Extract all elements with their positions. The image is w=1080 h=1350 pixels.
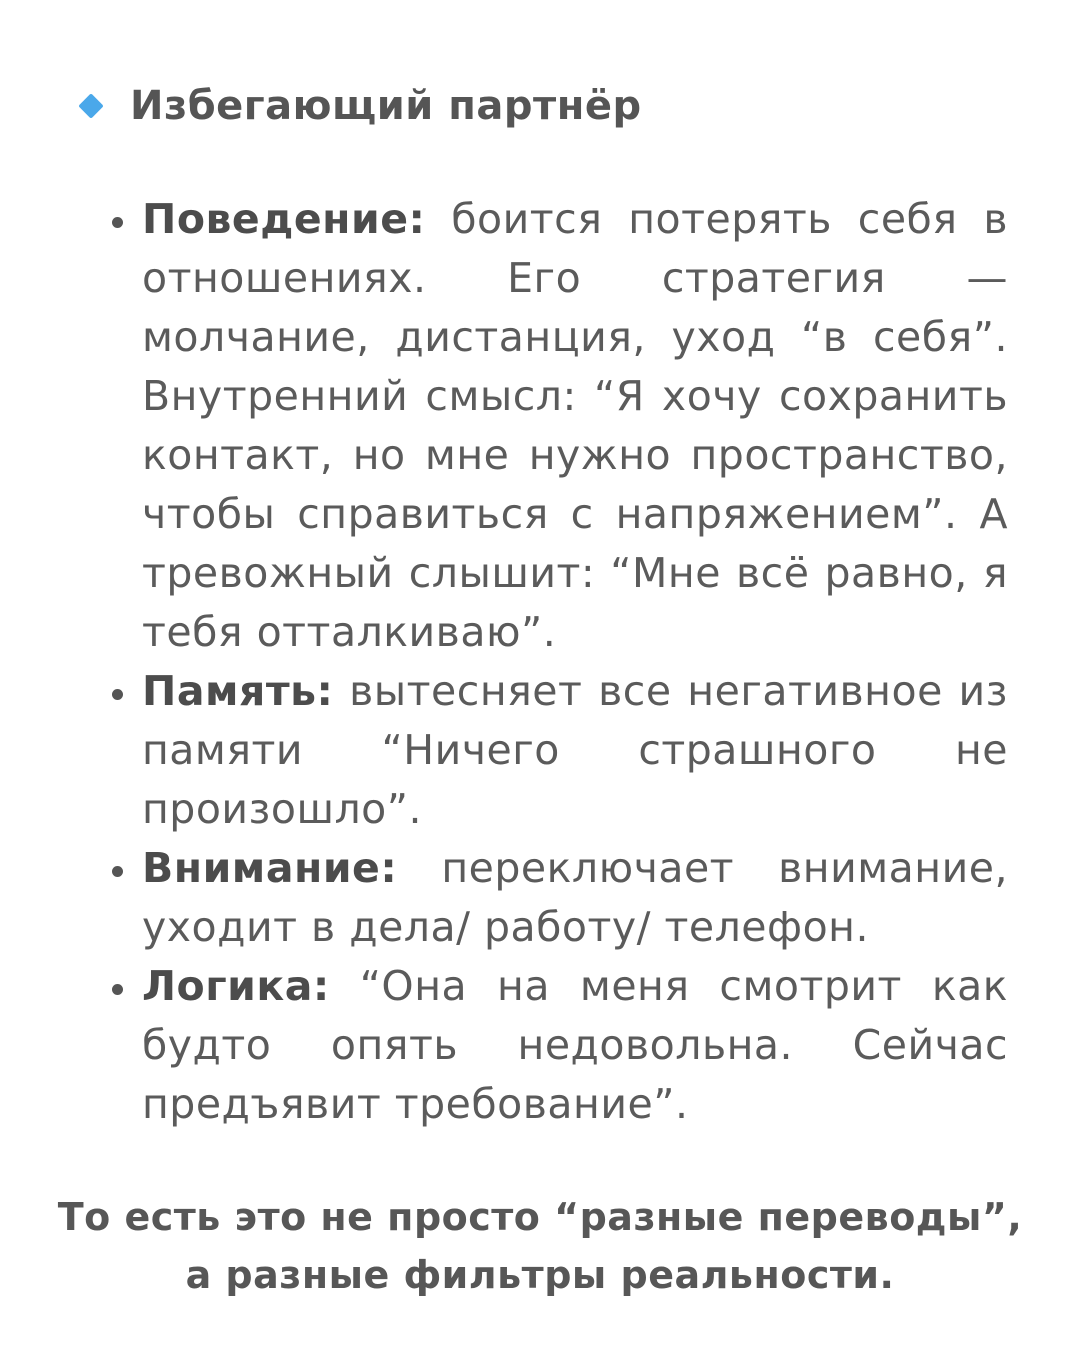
bullet-text: “Она на меня смотрит как будто опять недовольна. Сейчас предъявит требование”. (142, 962, 1008, 1128)
conclusion-line-1: То есть это не просто “разные переводы”, (57, 1195, 1023, 1239)
bullet-attention (112, 839, 1008, 957)
bullet-dot-icon (112, 866, 123, 877)
bullet-label: Внимание: (142, 844, 398, 892)
bullet-list (112, 190, 1008, 1134)
conclusion-line-2: а разные фильтры реальности. (185, 1253, 895, 1297)
section-heading-text: Избегающий партнёр (130, 83, 642, 129)
bullet-dot-icon (112, 217, 123, 228)
bullet-label: Логика: (142, 962, 330, 1010)
bullet-label: Память: (142, 667, 334, 715)
section-heading (78, 76, 642, 136)
diamond-icon (78, 93, 103, 118)
bullet-dot-icon (112, 984, 123, 995)
bullet-label: Поведение: (142, 195, 426, 243)
bullet-memory (112, 662, 1008, 839)
bullet-logic (112, 957, 1008, 1134)
bullet-text: боится потерять себя в отношениях. Его стратегия — молчание, дистанция, уход “в себя”. Внутренний смысл: “Я хочу сохранить контакт, но мне нужно пространство, чтобы справиться с напряжением”. А тревожный слышит: “Мне всё равно, я тебя отталкиваю”. (142, 195, 1008, 656)
conclusion-text (20, 1188, 1060, 1304)
bullet-text: переключает внимание, уходит в дела/ работу/ телефон. (142, 844, 1008, 951)
bullet-dot-icon (112, 689, 123, 700)
bullet-text: вытесняет все негативное из памяти “Ничего страшного не произошло”. (142, 667, 1008, 833)
bullet-behavior (112, 190, 1008, 662)
